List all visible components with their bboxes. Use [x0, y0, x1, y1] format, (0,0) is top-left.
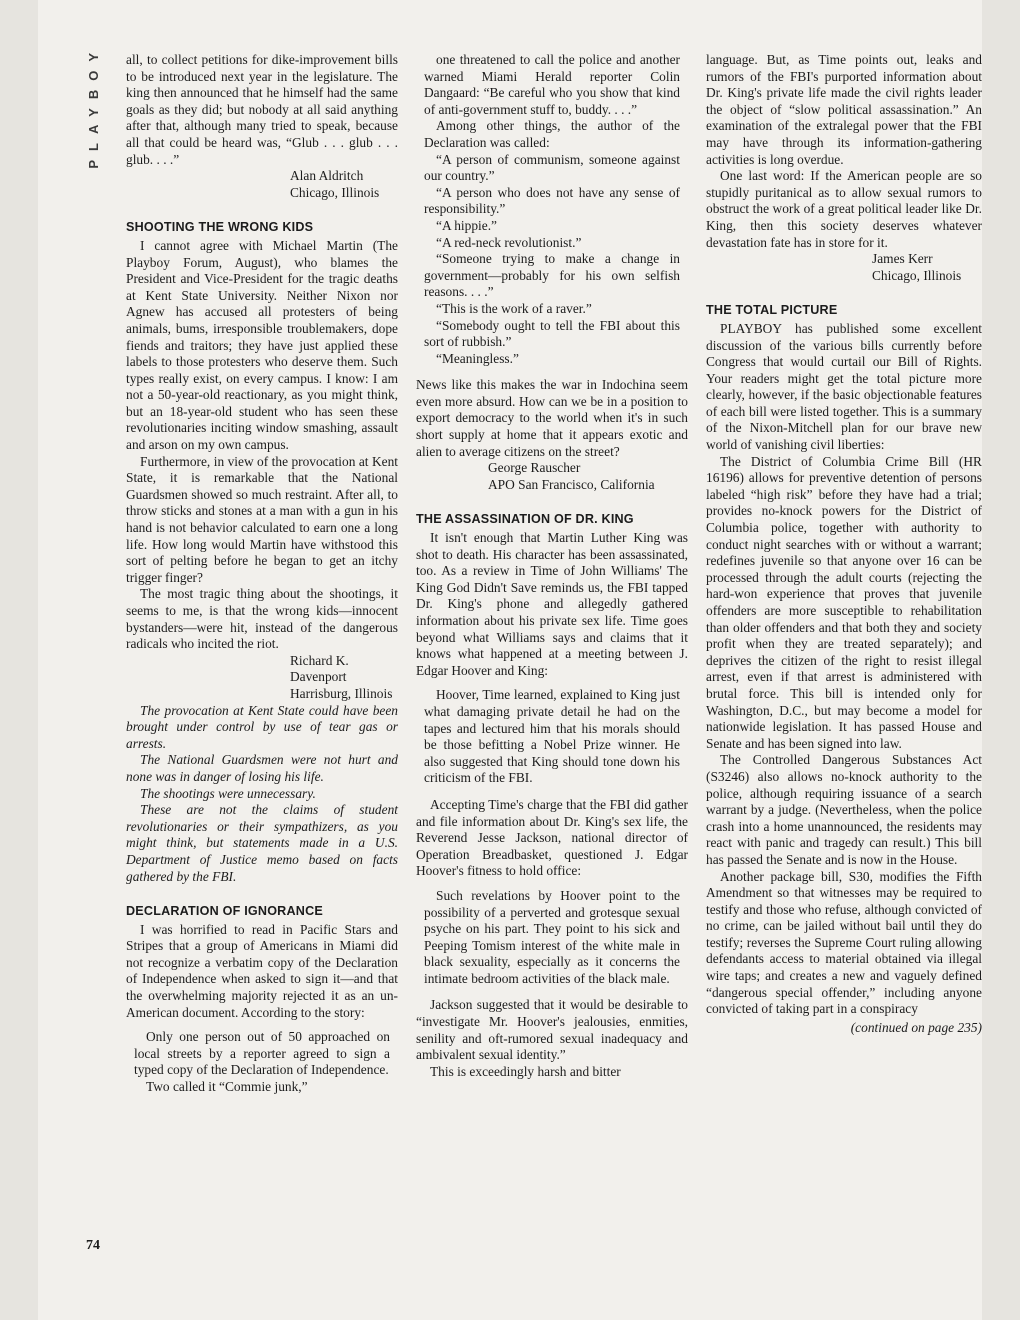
body-paragraph: Furthermore, in view of the provocation at Kent State, it is remarkable that the National Guardsmen showed so much restraint. After all, to throw sticks and stones at a man with a gun in his hand is not behavior calculated to earn one a long life. How long would Martin have withstood this sort of pelting before he began to get an itchy trigger finger? [126, 453, 398, 585]
body-paragraph: The District of Columbia Crime Bill (HR 16196) allows for preventive detention of persons labeled “high risk” before they have had a trial; provides no-knock powers for the District of Columbia police, together with authority to conduct night searches with or without a warrant; redefines juvenile so that anyone over 16 can be processed through the adult courts (rejecting the hard-won experience that proves that juvenile offenders are more susceptible to rehabilitation than older offenders and that both they and society profit when they are treated separately); and deprives the citizen of the right to resist illegal arrest, even if that arrest is administered with brutal force. This bill is intended only for Washington, D.C., but may become a model for nationwide legislation. It has passed House and Senate and has been signed into law. [706, 453, 982, 751]
body-paragraph: I cannot agree with Michael Martin (The Playboy Forum, August), who blames the President and Vice-President for the tragic deaths at Kent State University. Neither Nixon nor Agnew has accused all protesters of being animals, bums, irresponsible troublemakers, dope fiends and traitors; they have just applied these labels to those protesters who deserve them. Such types really exist, on every campus. I know: I am not a 50-year-old reactionary, as you might think, but an 18-year-old student who has seen these revolutionaries inciting window smashing, assault and arson on my own campus. [126, 237, 398, 453]
section-heading: THE ASSASSINATION OF DR. KING [416, 512, 634, 527]
signature-name: George Rauscher [488, 460, 581, 476]
body-paragraph: Jackson suggested that it would be desirable to “investigate Mr. Hoover's jealousies, enmities, senility and oft-rumored sexual inadequacy and ambivalent sexual identity.” [416, 997, 688, 1063]
body-paragraph: This is exceedingly harsh and bitter [430, 1063, 621, 1079]
quote-paragraph: “A person of communism, someone against our country.” [424, 151, 680, 184]
quote-paragraph: “A person who does not have any sense of responsibility.” [424, 184, 680, 217]
column-3 [706, 52, 982, 1036]
editor-reply [126, 703, 398, 886]
block-quote [424, 888, 680, 988]
section-heading: SHOOTING THE WRONG KIDS [126, 220, 314, 235]
body-paragraph: One last word: If the American people are so stupidly puritanical as to allow sexual rumors to obstruct the work of a great political leader like Dr. King, then this society deserves whatever devastation fate has in store for it. [706, 168, 982, 250]
signature-city: Chicago, Illinois [872, 267, 962, 283]
magazine-page [38, 0, 982, 1320]
body-paragraph: It isn't enough that Martin Luther King was shot to death. His character has been assassinated, too. As a review in Time of John Williams' The King God Didn't Save reminds us, the FBI tapped Dr. King's phone and allegedly gathered information about his private sex life. Time goes beyond what Williams says and claims that it knows what happened at a meeting between J. Edgar Hoover and King: [416, 530, 688, 678]
body-paragraph: Another package bill, S30, modifies the Fifth Amendment so that witnesses may be required to testify and those who refuse, although convicted of no crime, can be jailed without bail until they do testify; reverses the Supreme Court ruling allowing defendants access to material obtained via illegal wire taps; and creates a new and vaguely defined “dangerous special offender,” including anyone convicted of taking part in a conspiracy [706, 868, 982, 1017]
body-paragraph: News like this makes the war in Indochina seem even more absurd. How can we be in a position to export democracy to the world when it's in such short supply at home that it appears exotic and alien to average citizens on the street? [416, 377, 688, 459]
block-quote [424, 687, 680, 787]
quote-paragraph: “A hippie.” [436, 217, 497, 233]
quote-paragraph: Two called it “Commie junk,” [146, 1079, 308, 1095]
quote-paragraph: “Someone trying to make a change in government—probably for his own selfish reasons. . . .” [424, 251, 680, 300]
signature-city: Harrisburg, Illinois [290, 685, 393, 701]
column-2 [416, 52, 688, 1080]
body-paragraph: The Controlled Dangerous Substances Act (S3246) also allows no-knock authority to the police, although requiring issuance of a search warrant by a judge. (Nevertheless, when the police crash into a home unannounced, the residents may react with panic and tragedy can result.) This bill has passed the Senate and is now in the House. [706, 752, 982, 867]
page-number: 74 [86, 1238, 100, 1253]
signature-name: Richard K. Davenport [290, 652, 349, 685]
masthead: PLAYBOY [86, 44, 101, 169]
section-heading: THE TOTAL PICTURE [706, 303, 838, 318]
body-paragraph: language. But, as Time points out, leaks and rumors of the FBI's purported information about Dr. King's private life made the civil rights leader the object of “slow political assassination.” An examination of the extralegal power that the FBI may have through its information-gathering activities is long overdue. [706, 52, 982, 167]
body-paragraph: The most tragic thing about the shootings, it seems to me, is that the wrong kids—innocent bystanders—were hit, instead of the dangerous radicals who incited the riot. [126, 586, 398, 652]
block-quote [424, 52, 680, 367]
signature-name: Alan Aldritch [290, 168, 364, 184]
reply-paragraph: The provocation at Kent State could have been brought under control by use of tear gas or arrests. [126, 702, 398, 751]
section-heading: DECLARATION OF IGNORANCE [126, 904, 323, 919]
reply-paragraph: The National Guardsmen were not hurt and none was in danger of losing his life. [126, 752, 398, 784]
quote-paragraph: “A red-neck revolutionist.” [436, 234, 582, 250]
quote-paragraph: “This is the work of a raver.” [436, 300, 592, 316]
reply-paragraph: The shootings were unnecessary. [140, 785, 316, 801]
reply-paragraph: These are not the claims of student revolutionaries or their sympathizers, as you might think, but statements made in a U.S. Department of Justice memo based on facts gathered by the FBI. [126, 802, 398, 884]
quote-paragraph: “Meaningless.” [436, 350, 519, 366]
signature-city: APO San Francisco, California [488, 476, 655, 492]
quote-paragraph: Hoover, Time learned, explained to King just what damaging private detail he had on the tapes and lectured him that his morals should be those befitting a Nobel Prize winner. He also suggested that King should tone down his criticism of the FBI. [424, 687, 680, 786]
quote-paragraph: Only one person out of 50 approached on local streets by a reporter agreed to sign a typed copy of the Declaration of Independence. [134, 1029, 390, 1078]
quote-paragraph: Such revelations by Hoover point to the possibility of a perverted and grotesque sexual psyche on his part. They point to his sick and Peeping Tomism interest of the white male in black sexuality, especially as it concerns the intimate bedroom activities of the black male. [424, 887, 680, 986]
quote-paragraph: one threatened to call the police and another warned Miami Herald reporter Colin Dangaard: “Be careful who you show that kind of anti-government stuff to, buddy. . . .” [424, 52, 680, 117]
body-paragraph: all, to collect petitions for dike-improvement bills to be introduced next year in the legislature. The king then announced that he himself had the same goals as they did; but nobody at all said anything after that, although many tried to speak, because all that could be heard was, “Glub . . . glub . . . glub. . . .” [126, 52, 398, 167]
body-paragraph: PLAYBOY has published some excellent discussion of the various bills currently before Congress that would curtail our Bill of Rights. Your readers might get the total picture more clearly, however, if the basic objectionable features of each bill were listed together. This is a summary of the Nixon-Mitchell plan for our brave new world of vanishing civil liberties: [706, 320, 982, 453]
quote-paragraph: Among other things, the author of the Declaration was called: [424, 118, 680, 150]
signature-name: James Kerr [872, 251, 933, 267]
block-quote [134, 1029, 390, 1095]
quote-paragraph: “Somebody ought to tell the FBI about this sort of rubbish.” [424, 317, 680, 350]
column-1 [126, 52, 398, 1106]
body-paragraph: Accepting Time's charge that the FBI did gather and file information about Dr. King's sex life, the Reverend Jesse Jackson, national director of Operation Breadbasket, questioned J. Edgar Hoover's fitness to hold office: [416, 796, 688, 879]
continued-note: (continued on page 235) [850, 1019, 982, 1035]
body-paragraph: I was horrified to read in Pacific Stars and Stripes that a group of Americans in Miami did not recognize a verbatim copy of the Declaration of Independence when asked to sign it—and that the overwhelming majority rejected it as an un-American document. According to the story: [126, 921, 398, 1020]
signature-city: Chicago, Illinois [290, 184, 380, 200]
